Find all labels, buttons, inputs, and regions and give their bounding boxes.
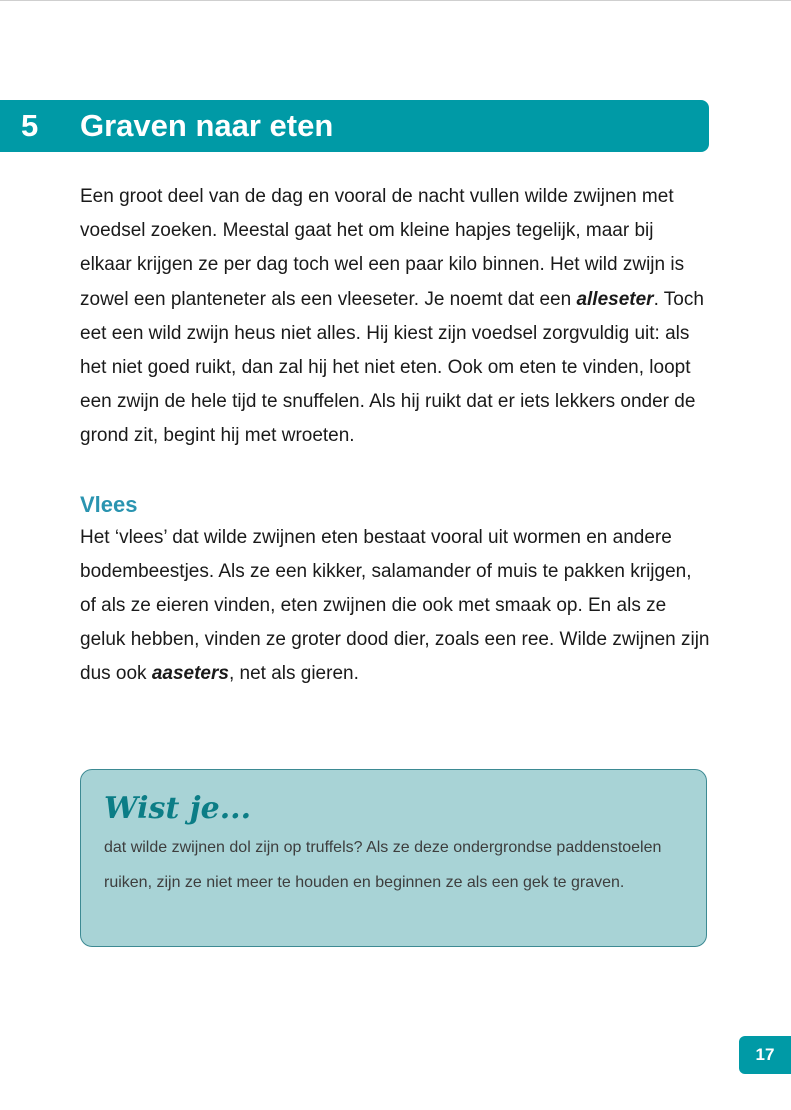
intro-paragraph xyxy=(80,180,710,454)
intro-text-end: . Toch eet een wild zwijn heus niet alles. Hij kiest zijn voedsel zorgvuldig uit: als het niet goed ruikt, dan zal hij het niet eten. Ook om eten te vinden, loopt een zwijn de hele tijd te snuffelen. Als hij ruikt dat er iets lekkers onder de grond zit, begint hij met wroeten. xyxy=(80,288,704,447)
main-content xyxy=(80,180,710,692)
infobox-title: Wist je... xyxy=(104,791,252,826)
section-text-end: , net als gieren. xyxy=(228,663,359,685)
did-you-know-box xyxy=(80,769,707,947)
chapter-banner xyxy=(0,100,709,152)
top-divider xyxy=(0,0,791,1)
infobox-text: dat wilde zwijnen dol zijn op truffels? Als ze deze ondergrondse paddenstoelen ruiken, zijn ze niet meer te houden en beginnen ze als een gek te graven. xyxy=(104,839,662,891)
section-term: aaseters xyxy=(151,663,229,685)
chapter-number: 5 xyxy=(21,108,39,143)
section-paragraph xyxy=(80,521,710,692)
section-heading: Vlees xyxy=(80,491,138,517)
intro-term: alleseter xyxy=(576,288,654,310)
chapter-title: Graven naar eten xyxy=(80,108,334,143)
intro-text-start: Een groot deel van de dag en vooral de nacht vullen wilde zwijnen met voedsel zoeken. Meestal gaat het om kleine hapjes tegelijk, maar bij elkaar krijgen ze per dag toch wel een paar kilo binnen. Het wild zwijn is zowel een planteneter als een vleeseter. Je noemt dat een xyxy=(80,186,685,310)
page-number: 17 xyxy=(739,1036,791,1074)
section-text-start: Het ‘vlees’ dat wilde zwijnen eten bestaat vooral uit wormen en andere bodembeestjes. Als ze een kikker, salamander of muis te pakken krijgen, of als ze eieren vinden, eten zwijnen die ook met smaak op. En als ze geluk hebben, vinden ze groter dood dier, zoals een ree. Wilde zwijnen zijn dus ook xyxy=(80,526,710,685)
